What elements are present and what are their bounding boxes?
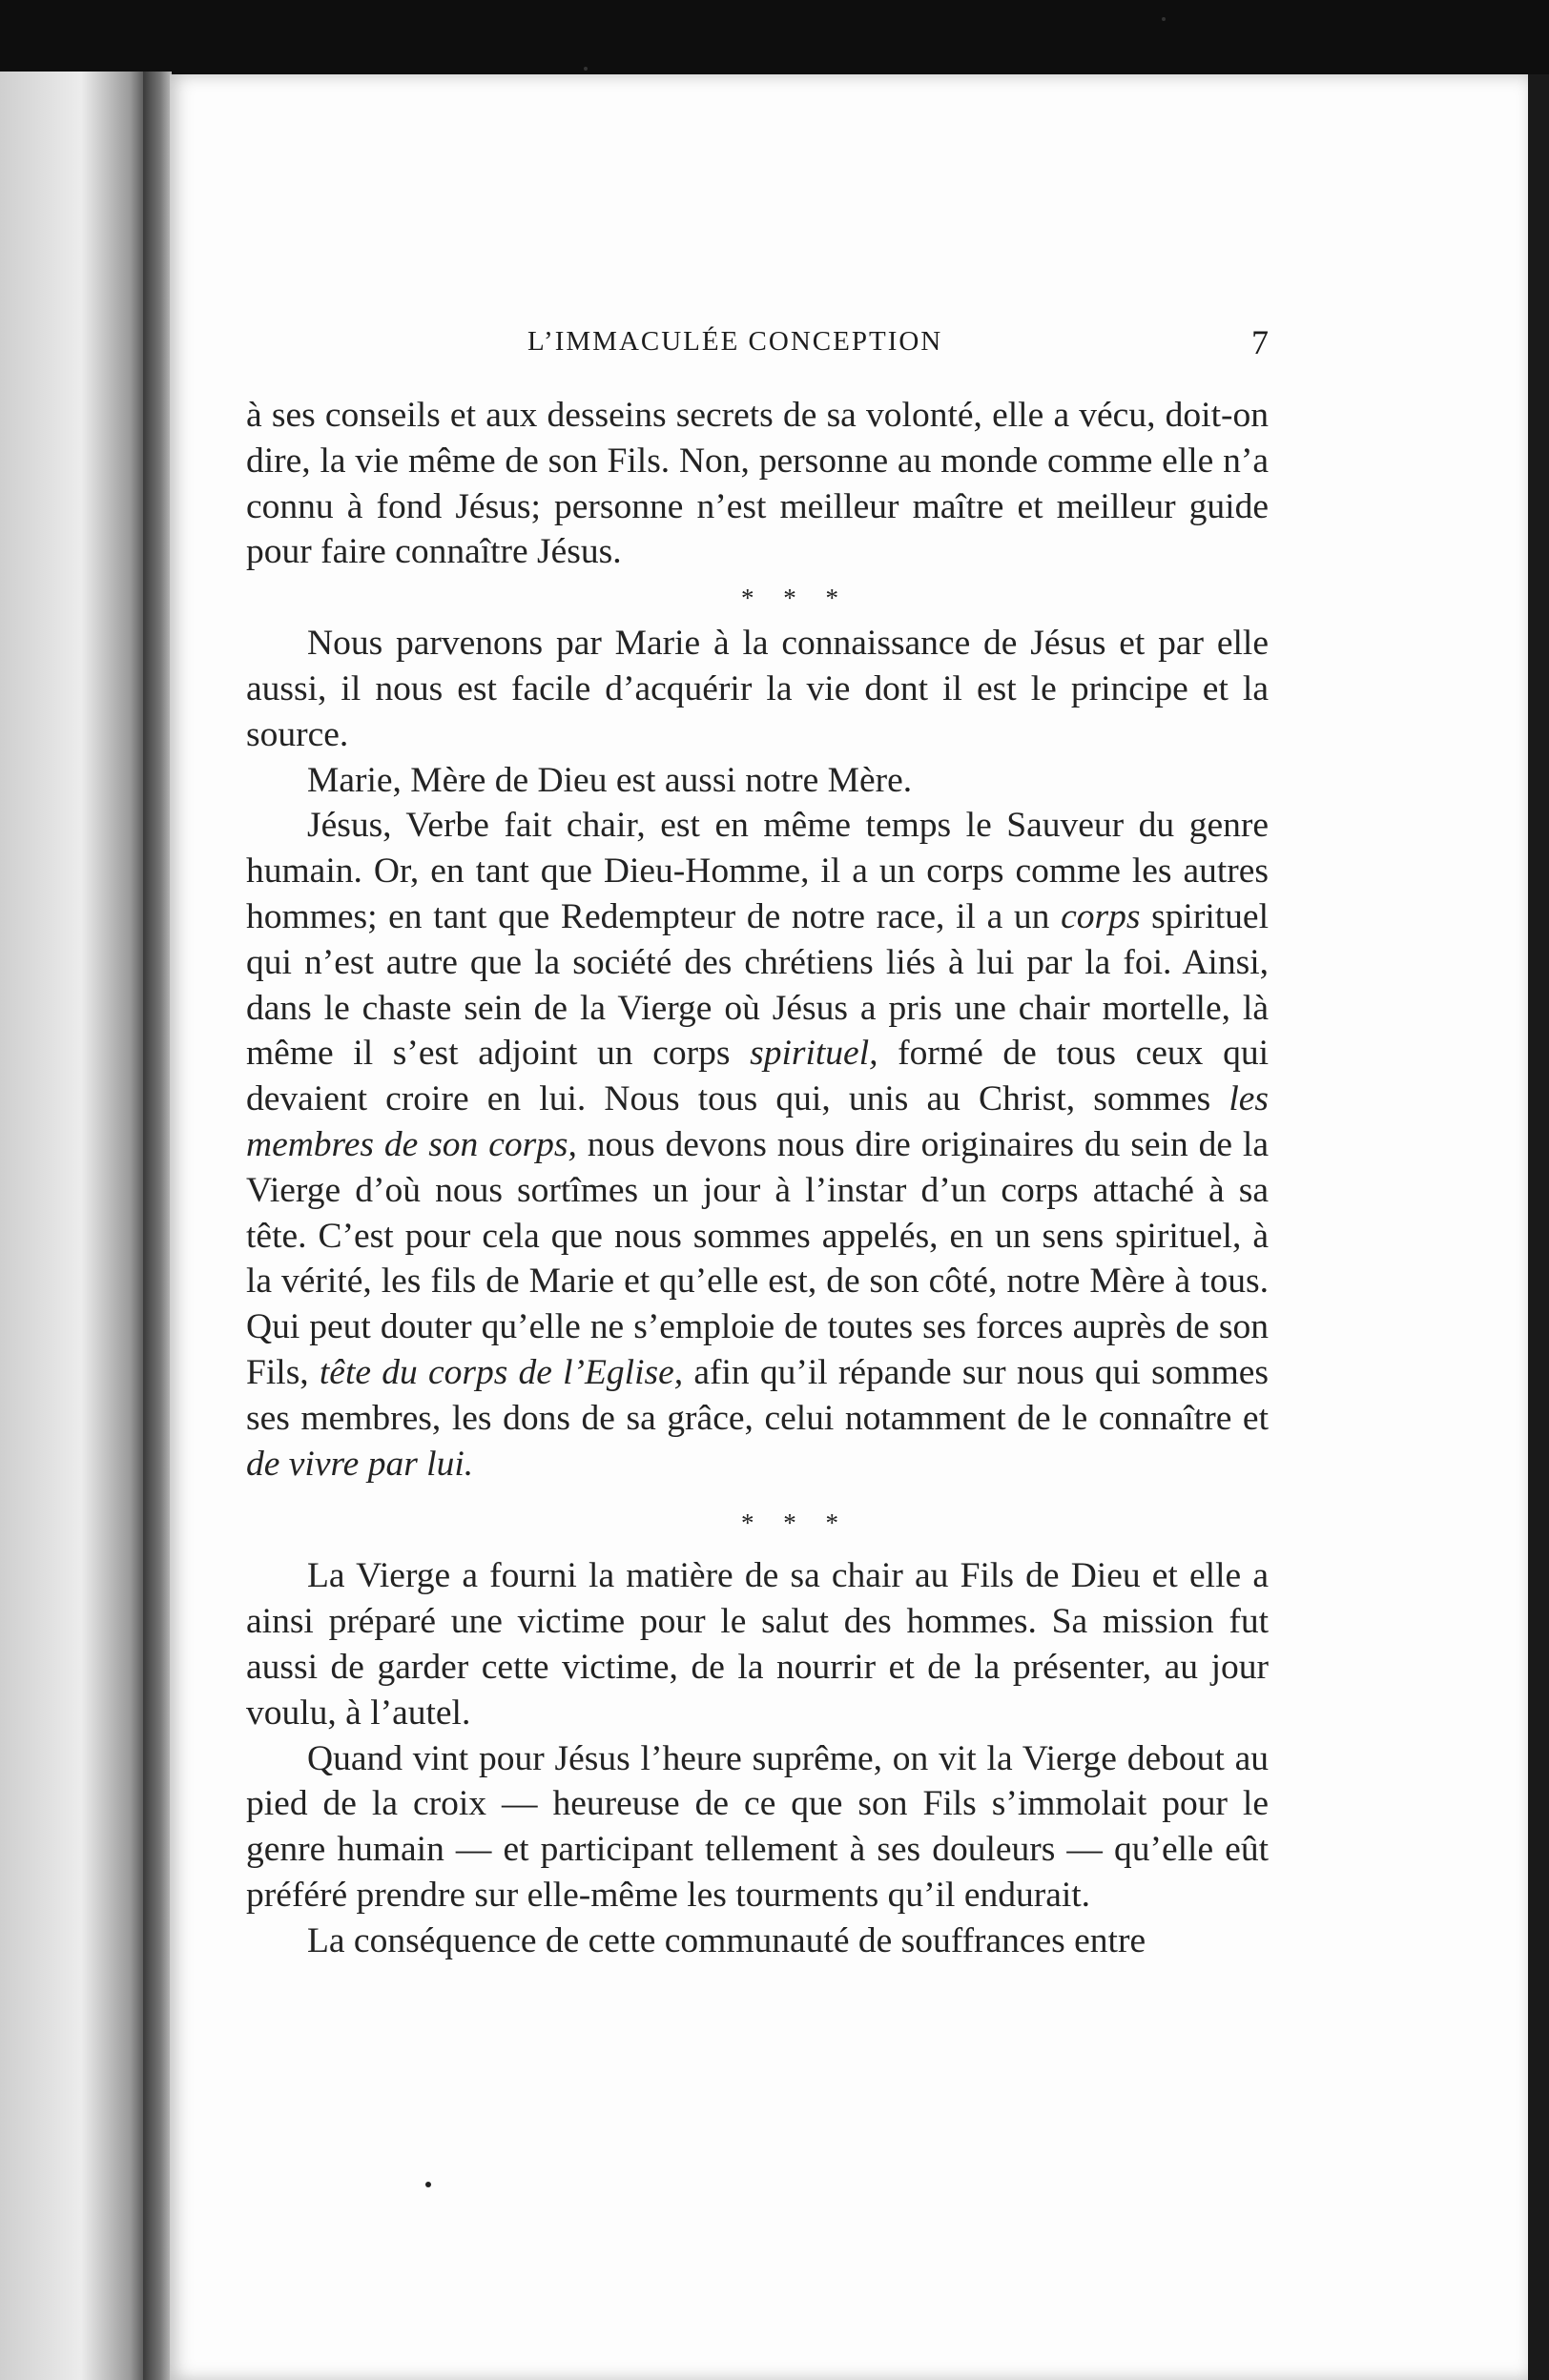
paragraph-2: Nous parvenons par Marie à la connaissance de Jésus et par elle aussi, il nous est facile d’acquérir la vie dont il est le principe et la source.: [246, 624, 1269, 754]
page-text: [246, 393, 1269, 1964]
paragraph-1: à ses conseils et aux desseins secrets de sa volonté, elle a vécu, doit-on dire, la vie même de son Fils. Non, personne au monde comme elle n’a connu à fond Jésus; personne n’est meilleur maître et meilleur guide pour faire connaître Jésus.: [246, 396, 1269, 572]
page-mark: [425, 2182, 431, 2187]
paragraph-6: Quand vint pour Jésus l’heure suprême, on vit la Vierge debout au pied de la croix — heureuse de ce que son Fils s’immolait pour le genre humain — et participant tellement à ses douleurs — qu’elle eût préféré prendre sur elle-même les tourments qu’il endurait.: [246, 1738, 1269, 1915]
italic-run: les membres de son corps,: [246, 1079, 1269, 1164]
italic-run: de vivre par lui.: [246, 1444, 474, 1484]
scan-background-top: [0, 0, 1549, 86]
section-separator: * * *: [741, 584, 850, 613]
dust-speck: [584, 67, 588, 71]
paragraph-3: Marie, Mère de Dieu est aussi notre Mère.: [307, 760, 913, 800]
text-run: spirituel qui n’est autre que la société des chrétiens liés à lui par la foi. Ainsi, dans le chaste sein de la Vierge où Jésus a pris une chair mortelle, là même il s’est adjoint un corps: [246, 896, 1269, 1074]
paragraph-5: La Vierge a fourni la matière de sa chair au Fils de Dieu et elle a ainsi préparé une victime pour le salut des hommes. Sa mission fut aussi de garder cette victime, de la nourrir et de la présenter, au jour voulu, à l’autel.: [246, 1556, 1269, 1733]
dust-speck: [1162, 17, 1166, 21]
section-separator: * * *: [741, 1508, 850, 1538]
italic-run: tête du corps de l’Eglise,: [319, 1352, 684, 1392]
italic-run: corps: [1061, 896, 1141, 936]
page-number: 7: [1251, 323, 1269, 361]
text-run: afin qu’il répande sur nous qui sommes ses membres, les dons de sa grâce, celui notamment de le connaître et: [246, 1352, 1269, 1438]
book-gutter: [143, 72, 172, 2380]
paragraph-4: [246, 803, 1269, 1487]
text-run: Jésus, Verbe fait chair, est en même temps le Sauveur du genre humain. Or, en tant que Dieu-Homme, il a un corps comme les autres hommes; en tant que Redempteur de notre race, il a un: [246, 806, 1269, 936]
scan-background-right: [1528, 74, 1549, 2380]
text-run: nous devons nous dire originaires du sein de la Vierge d’où nous sortîmes un jour à l’instar d’un corps attaché à sa tête. C’est pour cela que nous sommes appelés, en un sens spirituel, à la vérité, les fils de Marie et qu’elle est, de son côté, notre Mère à tous. Qui peut douter qu’elle ne s’emploie de toutes ses forces auprès de son Fils,: [246, 1124, 1269, 1392]
running-title: L’IMMACULÉE CONCEPTION: [527, 326, 943, 357]
text-run: formé de tous ceux qui devaient croire en lui. Nous tous qui, unis au Christ, sommes: [246, 1034, 1270, 1119]
italic-run: spirituel,: [750, 1034, 878, 1074]
paragraph-7: La conséquence de cette communauté de souffrances entre: [307, 1920, 1146, 1960]
facing-page-edge: [0, 72, 148, 2380]
